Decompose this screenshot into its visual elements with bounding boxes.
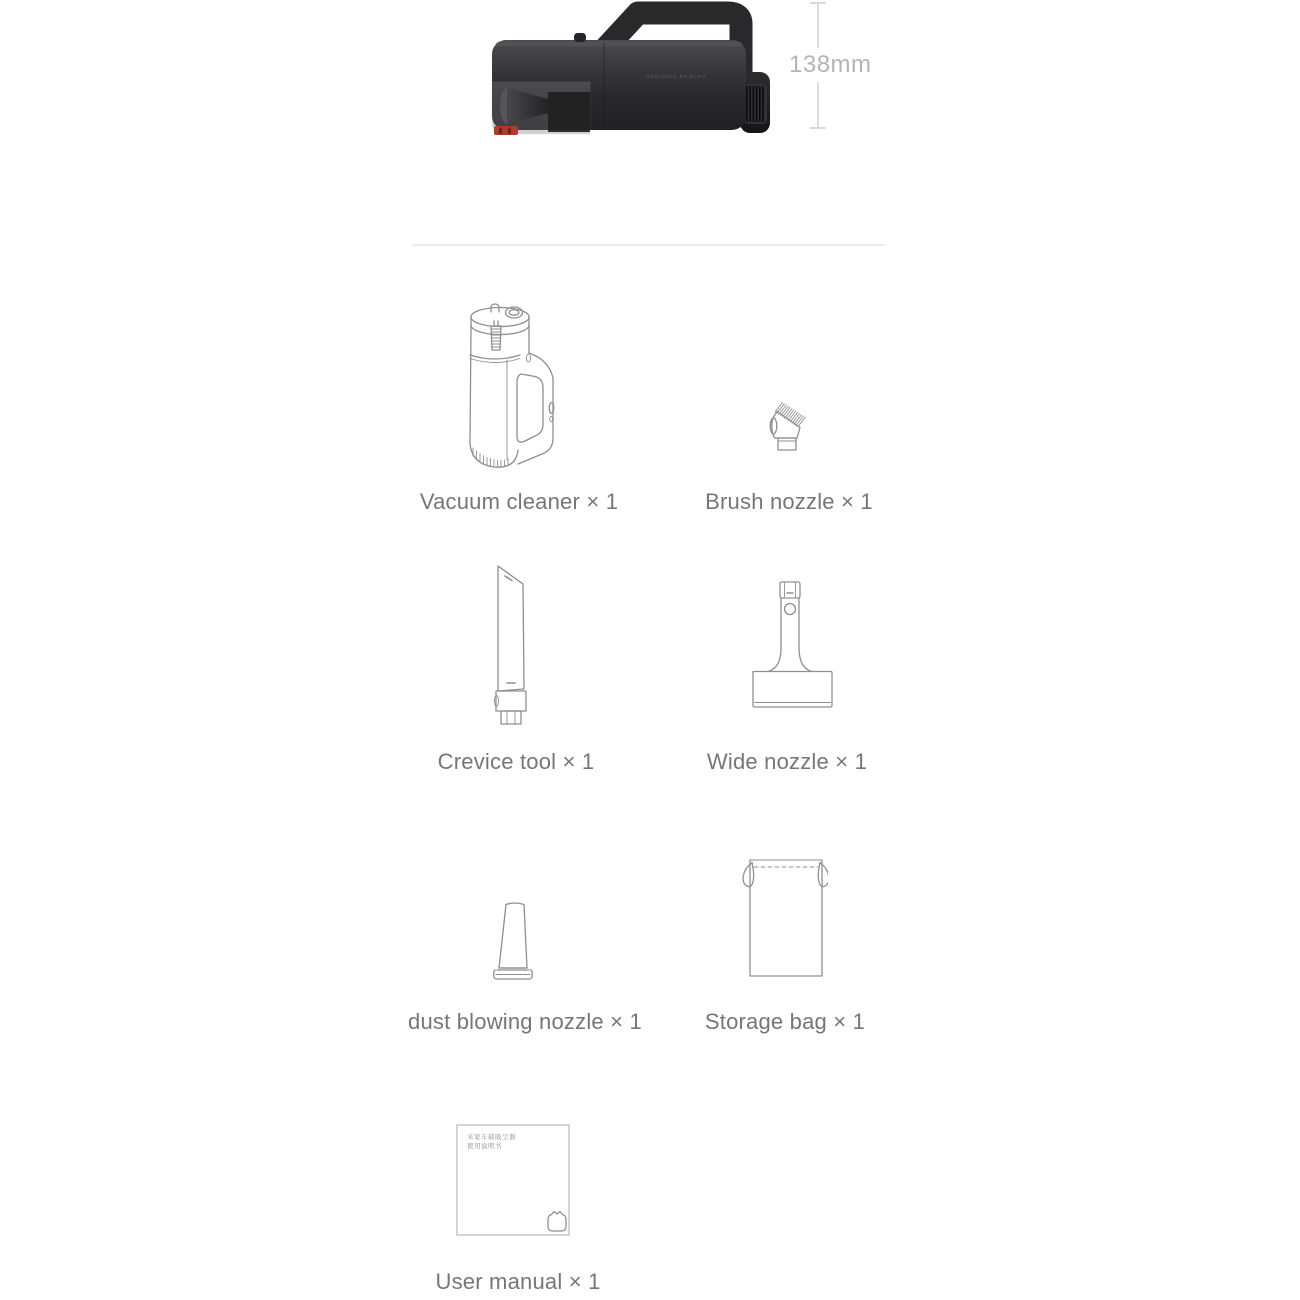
item-label-wide-nozzle: Wide nozzle × 1 [706,749,868,774]
item-label-vacuum-cleaner: Vacuum cleaner × 1 [419,489,619,514]
power-button [574,33,586,42]
crevice-tool-drawing [488,563,533,728]
manual-title-line1: 米家车载吸尘器 [467,1134,516,1141]
dimension-label: 138mm [789,51,872,78]
vacuum-product-photo [478,0,778,150]
dust-blowing-nozzle-drawing [493,900,533,985]
manual-title-line2: 使用说明书 [467,1143,502,1150]
mijia-logo-icon [548,1212,566,1232]
item-label-crevice-tool: Crevice tool × 1 [437,749,595,774]
dimension-line-upper [817,4,819,48]
body-print-text: DESIGNED BY MIJIA [646,74,707,79]
manual-cover [457,1125,569,1235]
dimension-line-lower [817,82,819,127]
user-manual-drawing [455,1122,573,1240]
bin-latch [494,126,518,135]
item-label-dust-blowing-nozzle: dust blowing nozzle × 1 [408,1009,642,1034]
item-label-brush-nozzle: Brush nozzle × 1 [705,489,873,514]
storage-bag-drawing [738,850,828,980]
vacuum-cleaner-drawing [458,298,563,478]
content-divider [412,244,885,246]
brush-nozzle-drawing [762,398,812,464]
item-label-storage-bag: Storage bag × 1 [704,1009,866,1034]
body-highlight [496,42,742,47]
wide-nozzle-drawing [750,578,834,712]
dimension-tick-bottom [810,127,826,129]
item-label-user-manual: User manual × 1 [435,1269,601,1294]
